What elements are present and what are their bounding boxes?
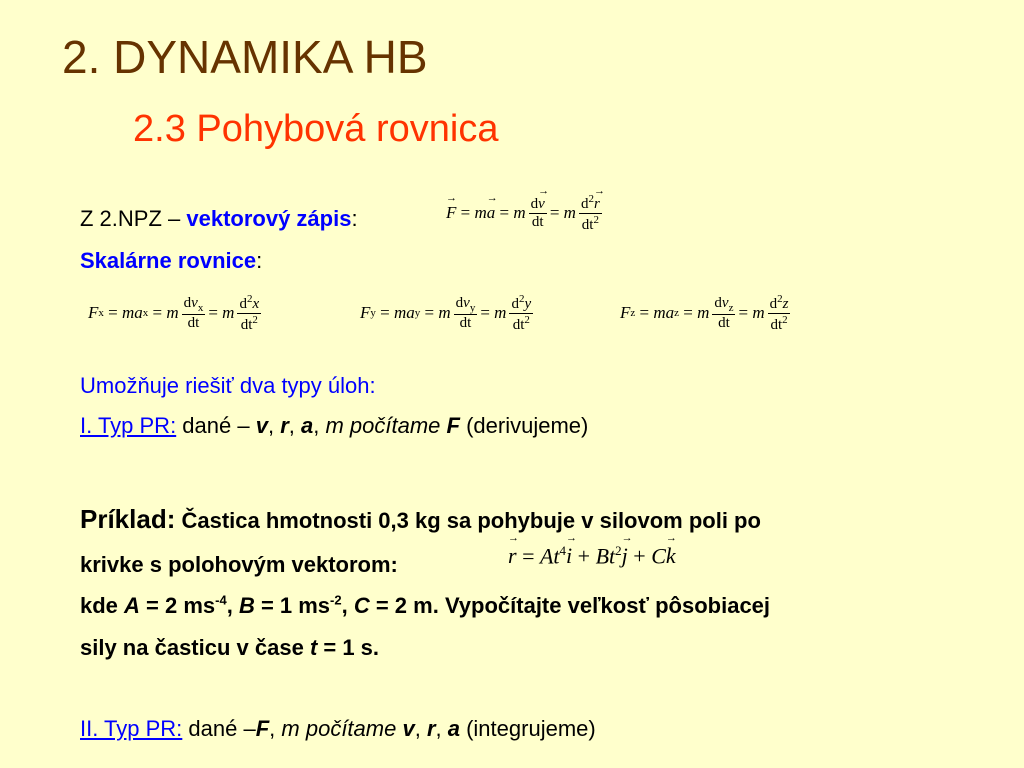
text: = 1 ms (254, 593, 331, 618)
scalar-line (80, 248, 262, 274)
var-r: r (280, 413, 289, 438)
var-v: v (255, 413, 268, 438)
example-line-4 (80, 635, 379, 661)
example-text-1: Častica hmotnosti 0,3 kg sa pohybuje v silovom poli po (175, 508, 761, 533)
example-label: Príklad: (80, 504, 176, 534)
text: = 2 m. Vypočítajte veľkosť pôsobiacej (369, 593, 771, 618)
separator: , (414, 716, 427, 741)
var-t: t (309, 635, 318, 660)
var-r: r (426, 716, 436, 741)
scalar-equation-y: F y = ma y = m $\frac{dv_y}{dt}$ = m $\frac{d^2y}{dt^2}$ (360, 293, 532, 333)
position-vector-equation: → $r = At^4\to i + Bt^2\to j + C\to k$ (508, 543, 676, 569)
problem-types-intro: Umožňuje riešiť dva typy úloh: (80, 373, 376, 398)
text: = 1 s. (317, 635, 380, 660)
scalar-equation-z: F z = ma z = m $\frac{dv_z}{dt}$ = m $\frac{d^2z}{dt^2}$ (620, 293, 789, 333)
exponent: -4 (215, 592, 227, 608)
type-one-label: I. Typ PR: (80, 413, 177, 438)
derivative-note: (derivujeme) (459, 413, 589, 438)
var-C: C (353, 593, 370, 618)
npz-line (80, 206, 358, 232)
type-two-line (80, 716, 596, 742)
vector-equation: → F = m → a = m $\frac{d\to v}{dt}$ = m $\frac{d^2\to r}{dt^2}$ (446, 193, 605, 233)
vector-notation-label: vektorový zápis (186, 206, 352, 231)
var-a: a (447, 716, 460, 741)
separator: , (435, 716, 448, 741)
var-v: v (402, 716, 415, 741)
var-B: B (238, 593, 255, 618)
compute-text: m počítame (325, 413, 447, 438)
example-line-2: krivke s polohovým vektorom: (80, 552, 398, 577)
colon: : (351, 206, 358, 231)
exponent: -2 (330, 592, 342, 608)
slide-title: 2. DYNAMIKA HB (62, 31, 428, 83)
example-line-1 (80, 504, 761, 535)
scalar-equations-label: Skalárne rovnice (80, 248, 257, 273)
separator: , (288, 413, 301, 438)
var-a: a (300, 413, 314, 438)
var-F: F (255, 716, 270, 741)
separator: , (313, 413, 326, 438)
text: , (226, 593, 239, 618)
separator: , (267, 413, 281, 438)
var-A: A (124, 593, 140, 618)
var-F: F (446, 413, 460, 438)
integral-note: (integrujeme) (459, 716, 596, 741)
text: = 2 ms (139, 593, 216, 618)
given-text: dané – (176, 413, 256, 438)
type-two-label: II. Typ PR: (80, 716, 183, 741)
example-line-3 (80, 593, 770, 619)
separator: , (269, 716, 282, 741)
type-one-line (80, 413, 588, 439)
text: , (341, 593, 354, 618)
npz-prefix: Z 2.NPZ – (80, 206, 187, 231)
given-text: dané – (182, 716, 256, 741)
text: sily na časticu v čase (80, 635, 310, 660)
compute-text: m počítame (281, 716, 403, 741)
text: kde (80, 593, 125, 618)
colon: : (256, 248, 263, 273)
scalar-equation-x: F x = ma x = m $\frac{dv_x}{dt}$ = m $\frac{d^2x}{dt^2}$ (88, 293, 260, 333)
slide-subtitle: 2.3 Pohybová rovnica (133, 108, 499, 150)
